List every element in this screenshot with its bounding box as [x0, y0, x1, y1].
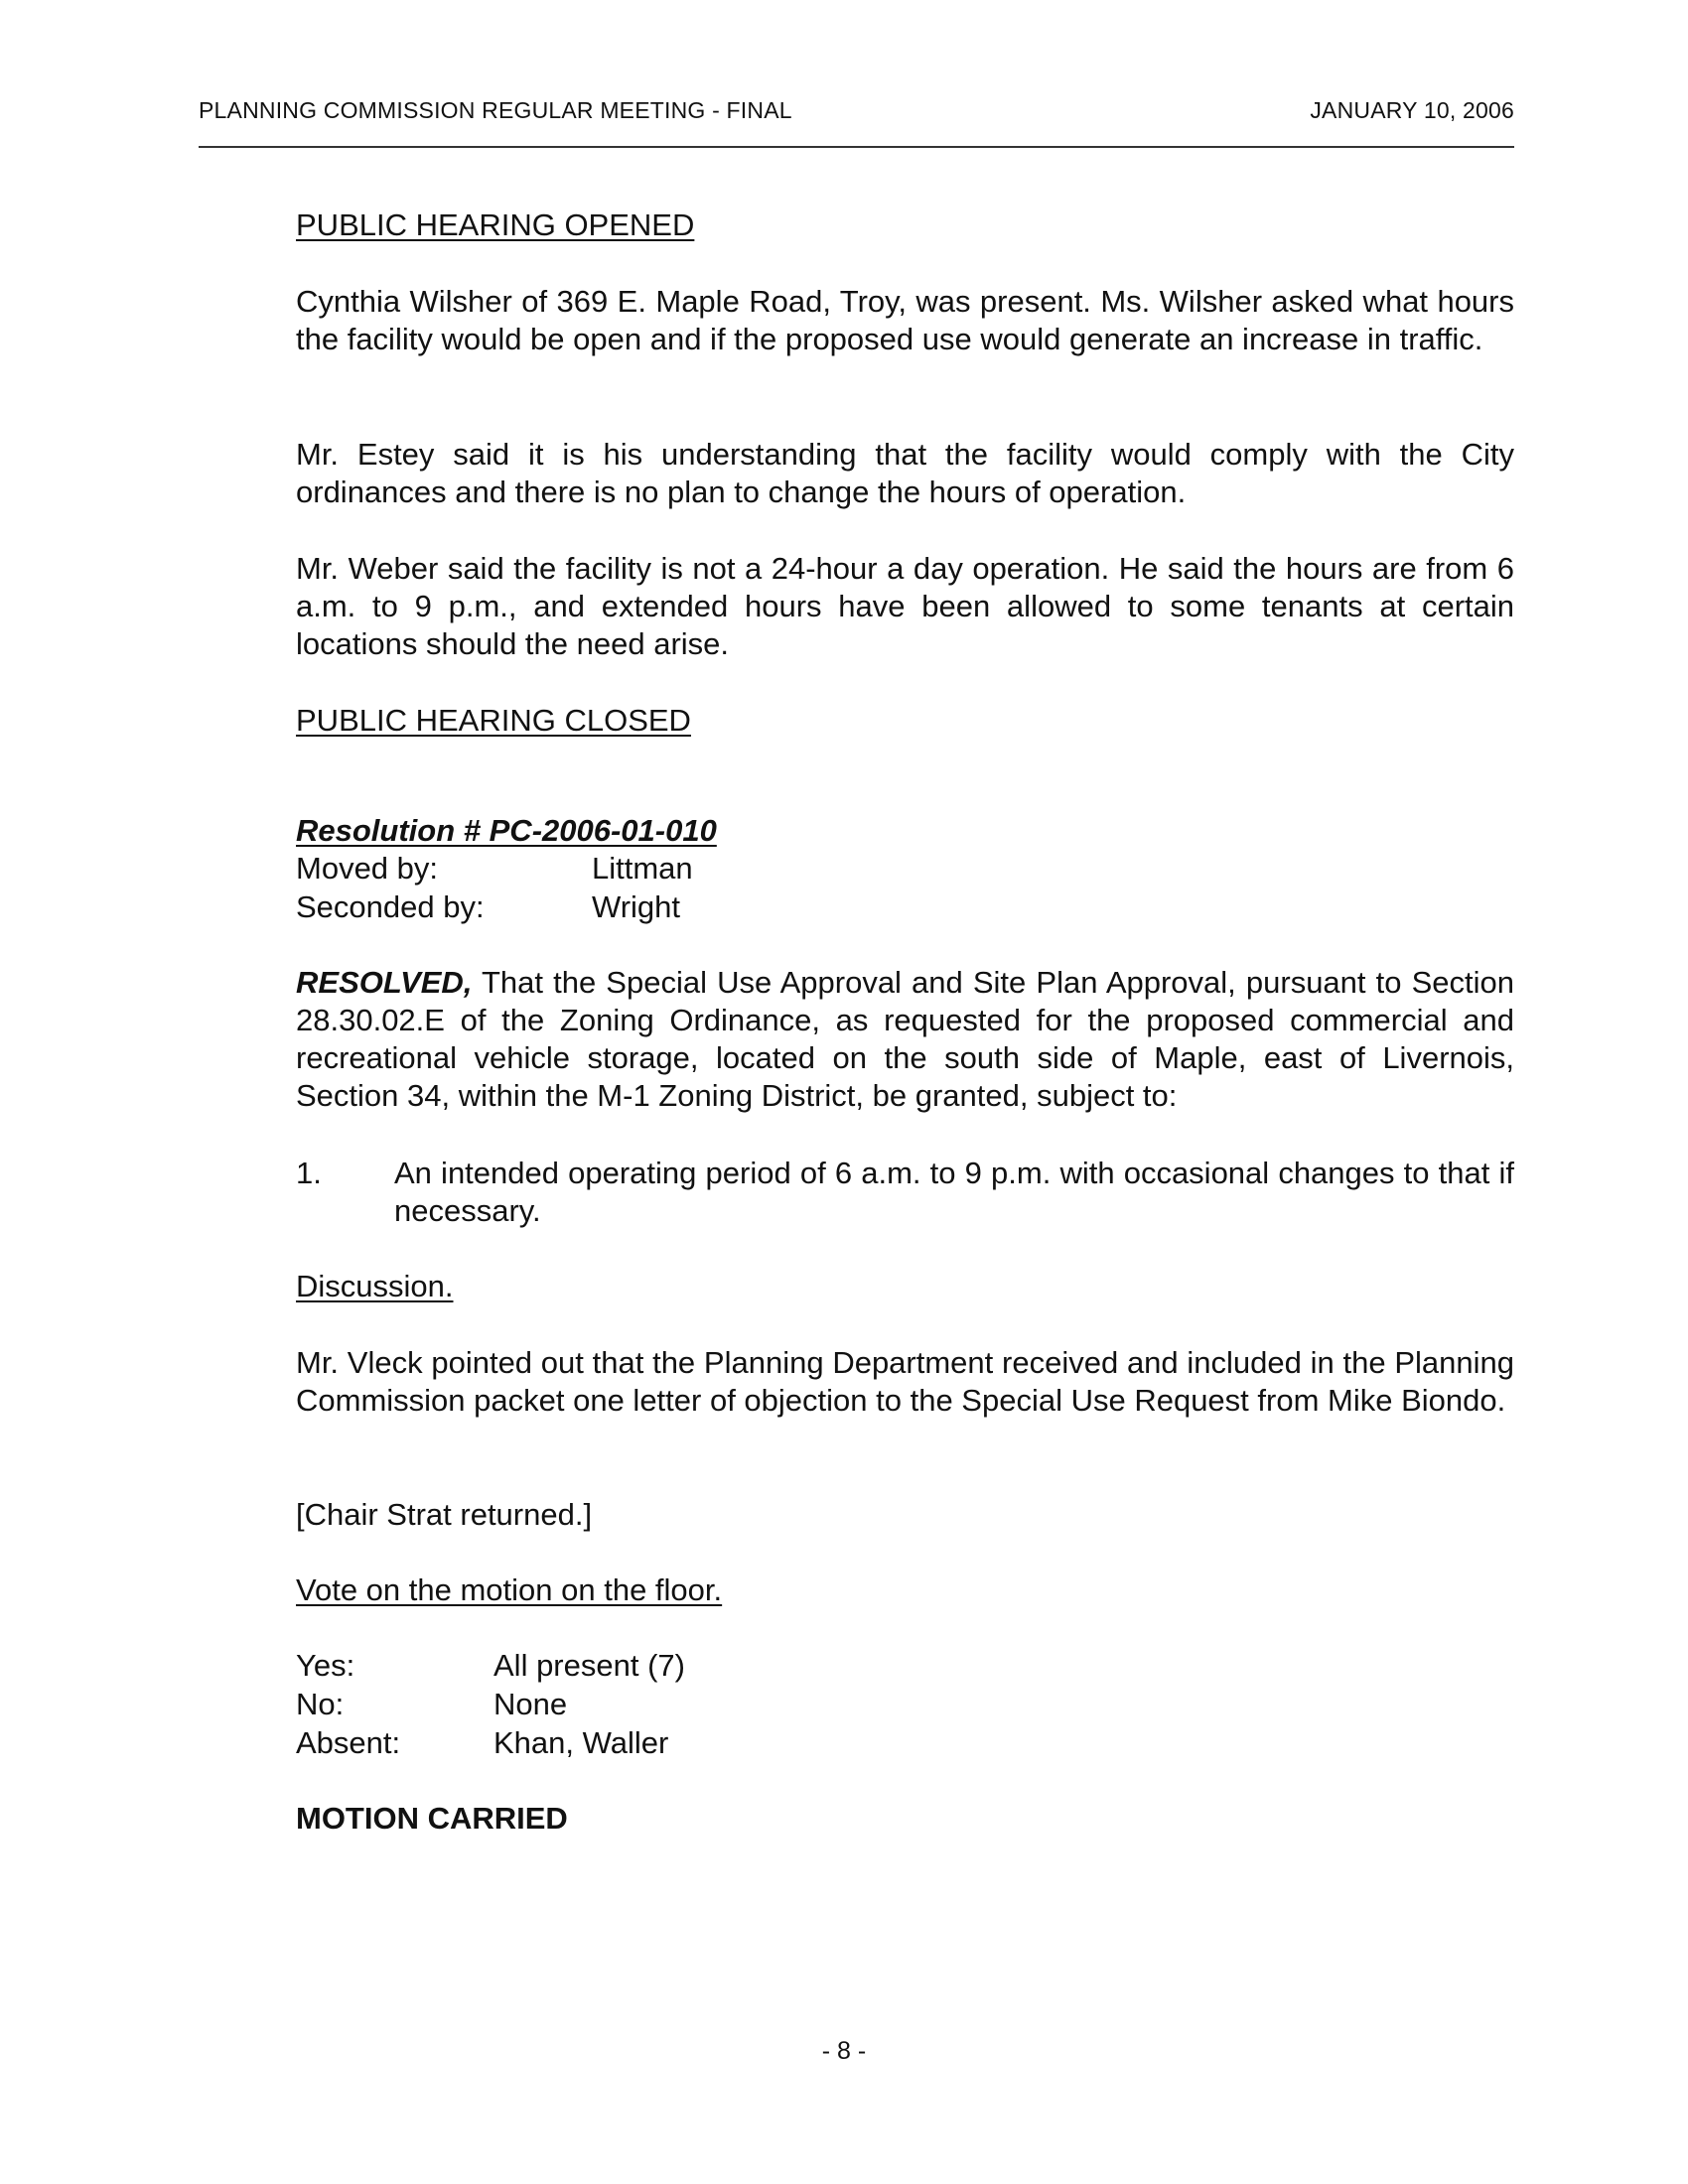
vote-yes-value: All present (7) [493, 1648, 685, 1683]
page-number: - 8 - [821, 2037, 867, 2065]
discussion-paragraph: Mr. Vleck pointed out that the Planning Department received and included in the Planning Commission packet one letter of objection to the Special Use Request from Mike Biondo. [296, 1345, 1514, 1418]
condition-text: An intended operating period of 6 a.m. to 9 p.m. with occasional changes to that if necessary. [394, 1156, 1514, 1228]
vote-absent-label: Absent: [296, 1725, 401, 1760]
vote-no-row [296, 1686, 1514, 1723]
chair-note: [Chair Strat returned.] [296, 1497, 593, 1532]
paragraph-weber: Mr. Weber said the facility is not a 24-hour a day operation. He said the hours are from 6 a.m. to 9 p.m., and extended hours have been allowed to some tenants at certain locations should the need arise. [296, 551, 1514, 661]
moved-by-label: Moved by: [296, 851, 439, 886]
vote-absent-row [296, 1724, 1514, 1762]
resolved-text: That the Special Use Approval and Site Plan Approval, pursuant to Section 28.30.02.E of the Zoning Ordinance, as requested for the proposed commercial and recreational vehicle storage, located on the south side of Maple, east of Livernois, Section 34, within the M-1 Zoning District, be granted, subject to: [296, 965, 1514, 1113]
vote-no-label: No: [296, 1687, 345, 1721]
vote-absent-value: Khan, Waller [493, 1725, 669, 1760]
header-date: JANUARY 10, 2006 [1310, 97, 1514, 123]
discussion-heading: Discussion. [296, 1269, 454, 1303]
vote-heading: Vote on the motion on the floor. [296, 1572, 723, 1607]
motion-result: MOTION CARRIED [296, 1801, 568, 1836]
header-title: PLANNING COMMISSION REGULAR MEETING - FINAL [199, 97, 792, 123]
condition-item [296, 1155, 1514, 1230]
page-header [199, 97, 1514, 124]
resolved-lead: RESOLVED, [296, 965, 473, 1000]
seconded-by-row [296, 888, 1514, 926]
seconded-by-value: Wright [592, 889, 681, 924]
header-divider [199, 146, 1514, 148]
vote-no-value: None [493, 1687, 568, 1721]
vote-yes-row [296, 1647, 1514, 1685]
condition-number: 1. [296, 1156, 322, 1190]
moved-by-value: Littman [592, 851, 693, 886]
moved-by-row [296, 850, 1514, 887]
hearing-opened-heading: PUBLIC HEARING OPENED [296, 207, 695, 242]
hearing-closed-heading: PUBLIC HEARING CLOSED [296, 703, 691, 738]
resolution-title: Resolution # PC-2006-01-010 [296, 813, 717, 848]
resolved-paragraph [296, 964, 1514, 1115]
seconded-by-label: Seconded by: [296, 889, 485, 924]
vote-yes-label: Yes: [296, 1648, 355, 1683]
paragraph-wilsher: Cynthia Wilsher of 369 E. Maple Road, Troy, was present. Ms. Wilsher asked what hours the facility would be open and if the proposed use would generate an increase in traffic. [296, 284, 1514, 356]
paragraph-estey: Mr. Estey said it is his understanding that the facility would comply with the City ordinances and there is no plan to change the hours of operation. [296, 437, 1514, 509]
